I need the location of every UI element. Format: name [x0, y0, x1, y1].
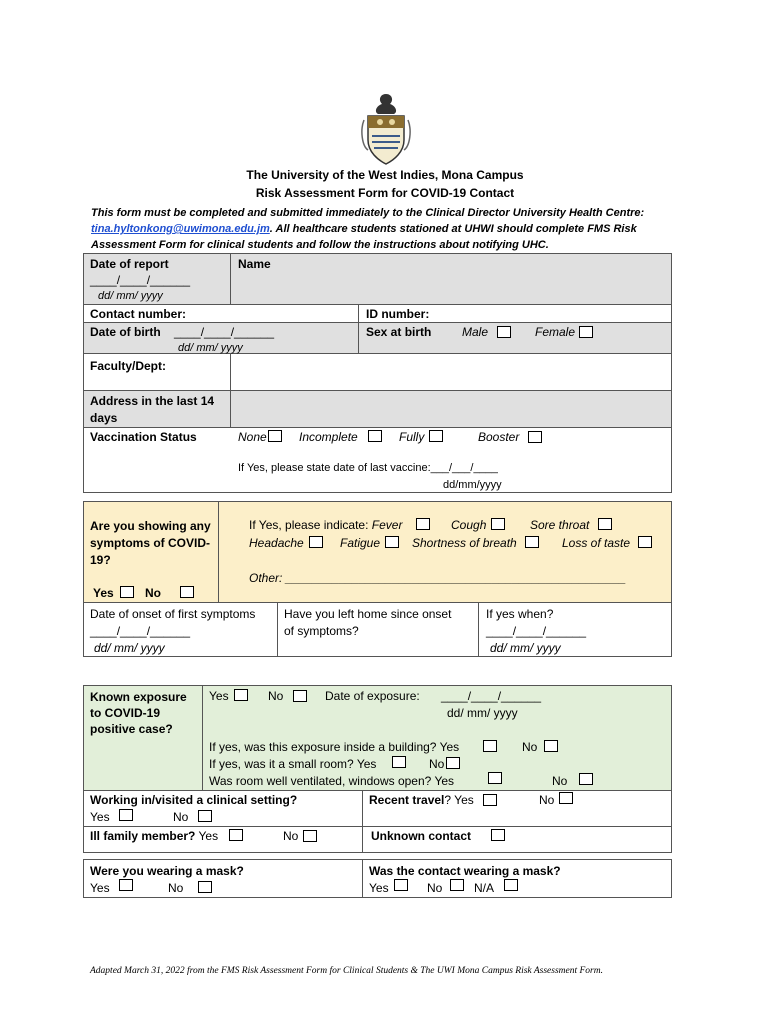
travel-no-checkbox[interactable]: [559, 792, 573, 804]
vacc-fully-label: Fully: [399, 430, 425, 444]
wearing-mask-question: Were you wearing a mask?: [90, 864, 244, 878]
address-label-2: days: [90, 411, 118, 425]
intro-line1: This form must be completed and submitted immediately to the Clinical Director University Health Centre:: [91, 207, 645, 219]
date-of-exposure-blank[interactable]: ____/____/______: [441, 689, 542, 703]
left-home-1: Have you left home since onset: [284, 607, 452, 621]
name-label: Name: [238, 257, 271, 271]
contact-mask-yes-checkbox[interactable]: [394, 879, 408, 891]
shortness-checkbox[interactable]: [525, 536, 539, 548]
loss-taste-label: Loss of taste: [562, 536, 631, 550]
vacc-incomplete-label: Incomplete: [299, 430, 358, 444]
mask-yes-label: Yes: [90, 881, 110, 895]
symptoms-no-label: No: [145, 586, 161, 600]
symptoms-question-2: symptoms of COVID-: [90, 536, 211, 550]
fatigue-checkbox[interactable]: [385, 536, 399, 548]
when-label: If yes when?: [486, 607, 554, 621]
onset-label: Date of onset of first symptoms: [90, 607, 256, 621]
known-exposure-3: positive case?: [90, 722, 173, 736]
footer-note: Adapted March 31, 2022 from the FMS Risk Assessment Form for Clinical Students & The UWI Mona Campus Risk Assessment Form.: [90, 966, 603, 976]
exposure-no-checkbox[interactable]: [293, 690, 307, 702]
ventilated-no-checkbox[interactable]: [579, 773, 593, 785]
faculty-label: Faculty/Dept:: [90, 359, 167, 373]
onset-format: dd/ mm/ yyyy: [94, 641, 165, 655]
date-of-exposure-format: dd/ mm/ yyyy: [447, 706, 518, 720]
address-label-1: Address in the last 14: [90, 394, 215, 408]
other-symptoms[interactable]: Other: ___________________________________________________: [249, 571, 627, 585]
symptoms-yes-checkbox[interactable]: [120, 586, 134, 598]
female-checkbox[interactable]: [579, 326, 593, 338]
form-title-line2: Risk Assessment Form for COVID-19 Contact: [255, 186, 515, 200]
clinical-no-label: No: [173, 810, 189, 824]
exposure-yes-checkbox[interactable]: [234, 689, 248, 701]
university-crest: [358, 90, 414, 166]
symptoms-no-checkbox[interactable]: [180, 586, 194, 598]
vacc-incomplete-checkbox[interactable]: [368, 430, 382, 442]
cough-checkbox[interactable]: [491, 518, 505, 530]
exposure-yes-label: Yes: [209, 689, 229, 703]
ventilated-yes-checkbox[interactable]: [488, 772, 502, 784]
male-checkbox[interactable]: [497, 326, 511, 338]
male-label: Male: [462, 325, 489, 339]
cough-label: Cough: [451, 518, 487, 532]
inside-building-no-checkbox[interactable]: [544, 740, 558, 752]
travel-yes-checkbox[interactable]: [483, 794, 497, 806]
onset-blank[interactable]: ____/____/______: [90, 624, 191, 638]
date-of-report-format: dd/ mm/ yyyy: [98, 290, 163, 302]
mask-no-label: No: [168, 881, 184, 895]
unknown-contact-checkbox[interactable]: [491, 829, 505, 841]
travel-no-label: No: [539, 793, 555, 807]
sore-throat-label: Sore throat: [530, 518, 590, 532]
clinical-no-checkbox[interactable]: [198, 810, 212, 822]
dob-label: Date of birth: [90, 325, 161, 339]
indicate-label: If Yes, please indicate: Fever: [249, 518, 403, 532]
id-number-label: ID number:: [366, 307, 430, 321]
contact-number-label: Contact number:: [90, 307, 186, 321]
clinical-yes-checkbox[interactable]: [119, 809, 133, 821]
vacc-date-text[interactable]: If Yes, please state date of last vaccine:___/___/____: [238, 462, 498, 474]
known-exposure-1: Known exposure: [90, 690, 187, 704]
vacc-none-label: None: [238, 430, 267, 444]
vaccination-status-label: Vaccination Status: [90, 430, 197, 444]
exposure-no-label: No: [268, 689, 284, 703]
email-link[interactable]: tina.hyltonkong@uwimona.edu.jm: [91, 223, 270, 235]
contact-mask-na-checkbox[interactable]: [504, 879, 518, 891]
contact-mask-yes-label: Yes: [369, 881, 389, 895]
sex-at-birth-label: Sex at birth: [366, 325, 432, 339]
fatigue-label: Fatigue: [340, 536, 381, 550]
inside-building-no-label: No: [522, 740, 538, 754]
small-room-yes-checkbox[interactable]: [392, 756, 406, 768]
headache-checkbox[interactable]: [309, 536, 323, 548]
date-of-report-label: Date of report: [90, 257, 169, 271]
mask-no-checkbox[interactable]: [198, 881, 212, 893]
inside-building-yes-checkbox[interactable]: [483, 740, 497, 752]
intro-line3: Assessment Form for clinical students and follow the instructions about notifying UHC.: [91, 239, 549, 251]
symptoms-question-3: 19?: [90, 553, 111, 567]
fever-label: Fever: [371, 518, 403, 532]
contact-mask-question: Was the contact wearing a mask?: [369, 864, 561, 878]
sore-throat-checkbox[interactable]: [598, 518, 612, 530]
ventilated-question: Was room well ventilated, windows open? Yes: [209, 774, 455, 788]
when-format: dd/ mm/ yyyy: [490, 641, 561, 655]
vacc-booster-checkbox[interactable]: [528, 431, 542, 443]
unknown-contact-label: Unknown contact: [371, 829, 472, 843]
clinical-setting-question: Working in/visited a clinical setting?: [90, 793, 298, 807]
ventilated-no-label: No: [552, 774, 568, 788]
intro-line2-rest: . All healthcare students stationed at UHWI should complete FMS Risk: [269, 223, 637, 235]
symptoms-yes-label: Yes: [93, 586, 114, 600]
recent-travel-question: Recent travel? Yes: [369, 793, 474, 807]
headache-label: Headache: [249, 536, 304, 550]
left-home-2: of symptoms?: [284, 624, 359, 638]
small-room-no-checkbox[interactable]: [446, 757, 460, 769]
when-blank[interactable]: ____/____/______: [486, 624, 587, 638]
ill-family-yes-checkbox[interactable]: [229, 829, 243, 841]
fever-checkbox[interactable]: [416, 518, 430, 530]
small-room-no-label: No: [429, 757, 445, 771]
dob-format: dd/ mm/ yyyy: [178, 342, 243, 354]
section-symptoms: [83, 501, 672, 603]
small-room-question: If yes, was it a small room? Yes: [209, 757, 377, 771]
ill-family-no-checkbox[interactable]: [303, 830, 317, 842]
contact-mask-no-checkbox[interactable]: [450, 879, 464, 891]
ill-family-no-label: No: [283, 829, 299, 843]
mask-yes-checkbox[interactable]: [119, 879, 133, 891]
vacc-booster-label: Booster: [478, 430, 520, 444]
intro-line2: [91, 222, 637, 236]
vacc-fully-checkbox[interactable]: [429, 430, 443, 442]
clinical-yes-label: Yes: [90, 810, 110, 824]
inside-building-question: If yes, was this exposure inside a building? Yes: [209, 740, 460, 754]
contact-mask-no-label: No: [427, 881, 443, 895]
loss-taste-checkbox[interactable]: [638, 536, 652, 548]
form-title-line1: The University of the West Indies, Mona Campus: [246, 168, 524, 182]
contact-mask-na-label: N/A: [474, 881, 495, 895]
date-of-report-blank[interactable]: ____/____/______: [90, 273, 191, 287]
date-of-exposure-label: Date of exposure:: [325, 689, 420, 703]
shortness-label: Shortness of breath: [412, 536, 517, 550]
vacc-none-checkbox[interactable]: [268, 430, 282, 442]
symptoms-question-1: Are you showing any: [90, 519, 211, 533]
vacc-date-format: dd/mm/yyyy: [443, 479, 502, 491]
known-exposure-2: to COVID-19: [90, 706, 161, 720]
female-label: Female: [535, 325, 576, 339]
dob-blank[interactable]: ____/____/______: [174, 325, 275, 339]
ill-family-question: Ill family member? Yes: [90, 829, 219, 843]
